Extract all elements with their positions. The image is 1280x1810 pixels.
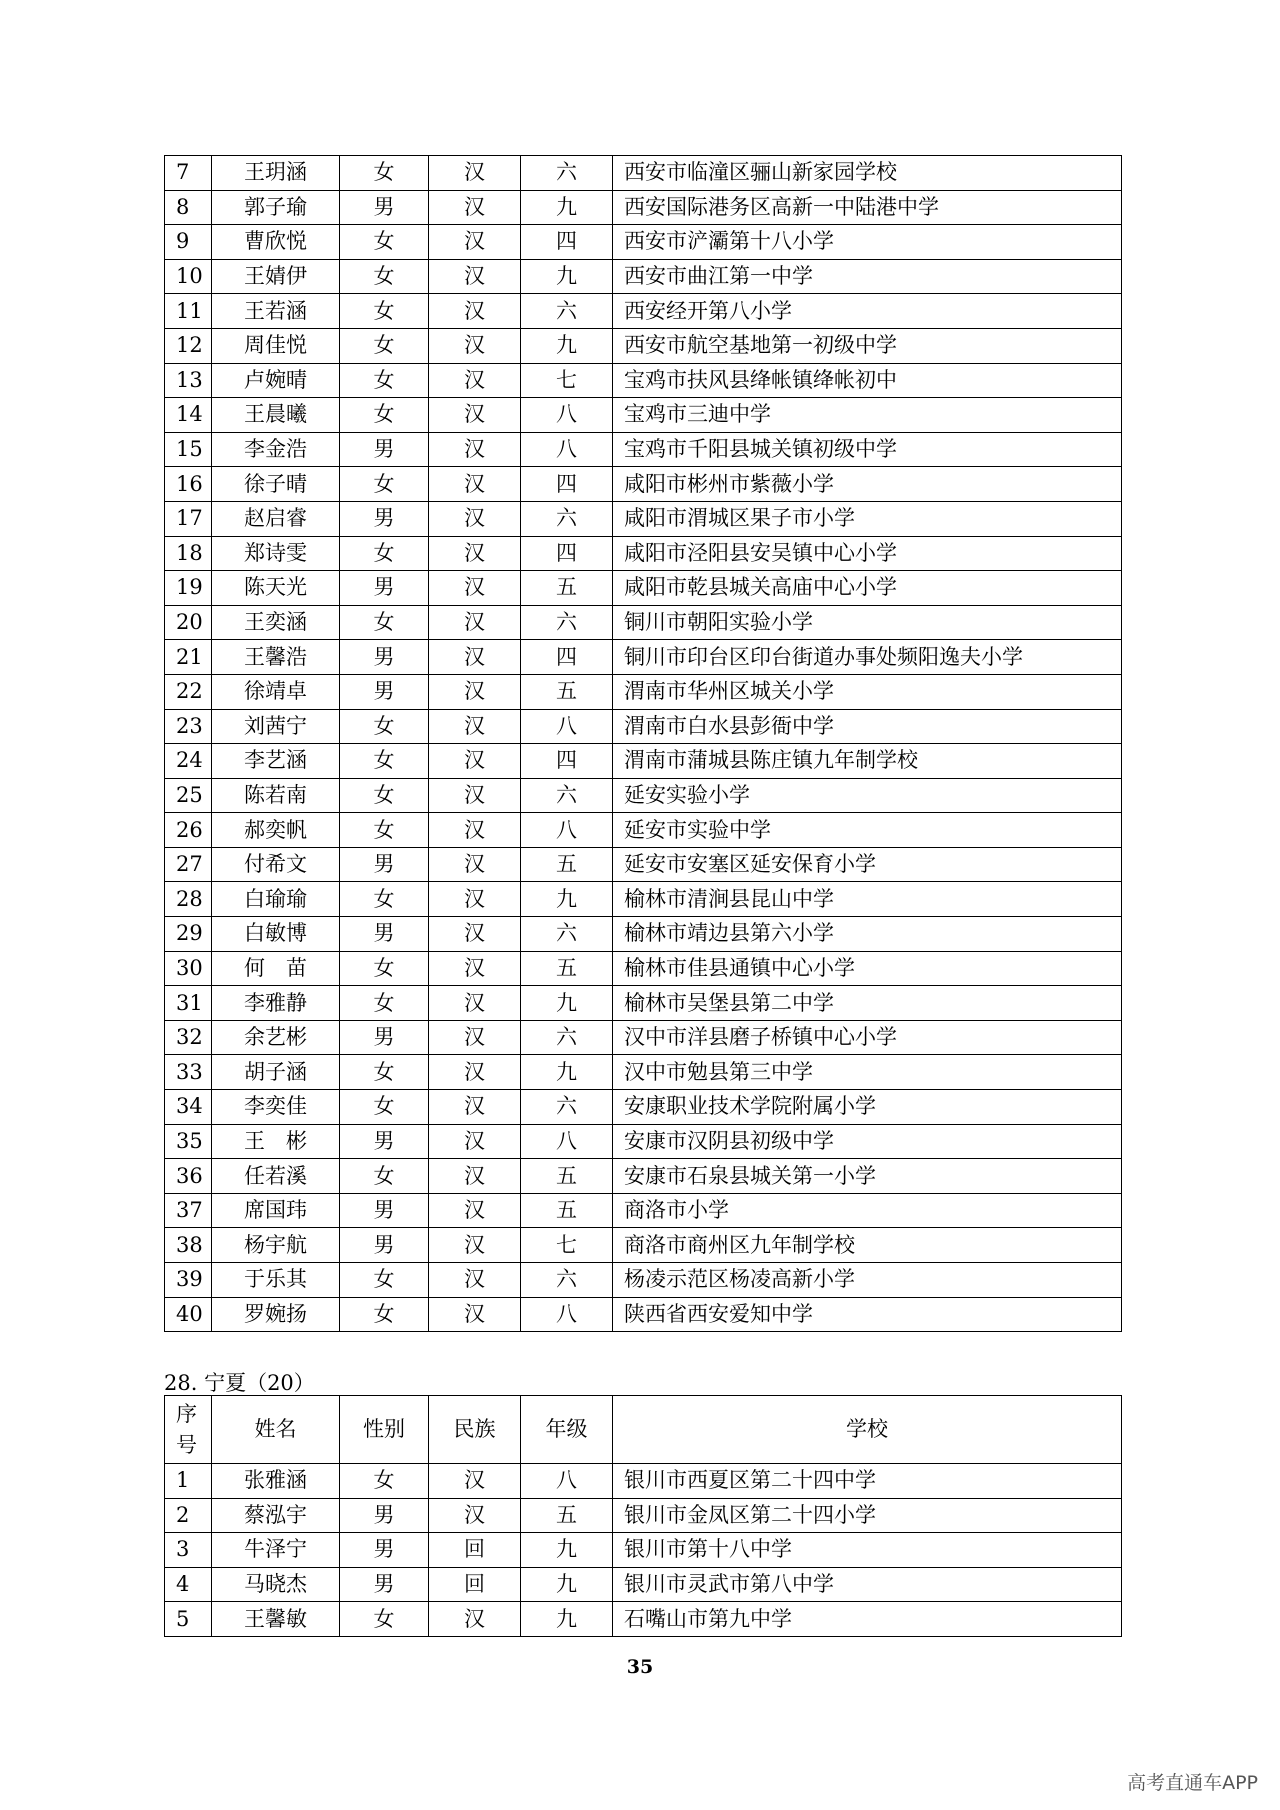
cell-sex: 女 <box>340 259 429 294</box>
cell-name: 李奕佳 <box>212 1090 340 1125</box>
cell-sex: 男 <box>340 1124 429 1159</box>
cell-ethnicity: 汉 <box>429 294 521 329</box>
cell-ethnicity: 汉 <box>429 156 521 191</box>
cell-ethnicity: 汉 <box>429 1297 521 1332</box>
cell-sex: 女 <box>340 156 429 191</box>
table-row <box>165 882 1122 917</box>
table-row <box>165 1533 1122 1568</box>
cell-name: 何 苗 <box>212 951 340 986</box>
cell-grade: 八 <box>521 1464 613 1499</box>
cell-ethnicity: 汉 <box>429 1055 521 1090</box>
cell-ethnicity: 回 <box>429 1567 521 1602</box>
table-row <box>165 363 1122 398</box>
cell-name: 王馨浩 <box>212 640 340 675</box>
cell-no: 23 <box>165 709 212 744</box>
table-row <box>165 778 1122 813</box>
cell-grade: 六 <box>521 917 613 952</box>
cell-no: 24 <box>165 744 212 779</box>
cell-no: 13 <box>165 363 212 398</box>
cell-sex: 女 <box>340 294 429 329</box>
cell-grade: 五 <box>521 951 613 986</box>
cell-grade: 五 <box>521 847 613 882</box>
cell-ethnicity: 汉 <box>429 882 521 917</box>
cell-no: 33 <box>165 1055 212 1090</box>
cell-school: 延安市实验中学 <box>613 813 1122 848</box>
table-row <box>165 1159 1122 1194</box>
cell-sex: 女 <box>340 986 429 1021</box>
cell-no: 17 <box>165 501 212 536</box>
cell-sex: 女 <box>340 1263 429 1298</box>
cell-ethnicity: 汉 <box>429 605 521 640</box>
cell-name: 陈若南 <box>212 778 340 813</box>
cell-grade: 六 <box>521 1020 613 1055</box>
cell-sex: 女 <box>340 882 429 917</box>
cell-school: 榆林市清涧县昆山中学 <box>613 882 1122 917</box>
cell-grade: 八 <box>521 709 613 744</box>
table-row <box>165 744 1122 779</box>
cell-ethnicity: 汉 <box>429 1464 521 1499</box>
cell-no: 19 <box>165 571 212 606</box>
cell-no: 36 <box>165 1159 212 1194</box>
cell-school: 银川市灵武市第八中学 <box>613 1567 1122 1602</box>
cell-no: 16 <box>165 467 212 502</box>
cell-grade: 八 <box>521 1124 613 1159</box>
cell-no: 39 <box>165 1263 212 1298</box>
cell-name: 王若涵 <box>212 294 340 329</box>
cell-sex: 女 <box>340 951 429 986</box>
table-row <box>165 1124 1122 1159</box>
cell-school: 铜川市朝阳实验小学 <box>613 605 1122 640</box>
cell-ethnicity: 汉 <box>429 744 521 779</box>
cell-school: 宝鸡市千阳县城关镇初级中学 <box>613 432 1122 467</box>
cell-no: 18 <box>165 536 212 571</box>
cell-name: 卢婉晴 <box>212 363 340 398</box>
cell-ethnicity: 汉 <box>429 225 521 260</box>
cell-no: 20 <box>165 605 212 640</box>
cell-no: 14 <box>165 398 212 433</box>
cell-name: 席国玮 <box>212 1193 340 1228</box>
cell-grade: 六 <box>521 501 613 536</box>
cell-grade: 八 <box>521 1297 613 1332</box>
section-title-ningxia: 28. 宁夏（20） <box>164 1371 315 1395</box>
cell-school: 汉中市洋县磨子桥镇中心小学 <box>613 1020 1122 1055</box>
cell-ethnicity: 汉 <box>429 1263 521 1298</box>
cell-no: 4 <box>165 1567 212 1602</box>
cell-school: 宝鸡市三迪中学 <box>613 398 1122 433</box>
student-table-ningxia <box>164 1395 1122 1637</box>
table-row <box>165 1055 1122 1090</box>
table-row <box>165 1228 1122 1263</box>
cell-sex: 男 <box>340 1228 429 1263</box>
cell-ethnicity: 汉 <box>429 1193 521 1228</box>
cell-ethnicity: 汉 <box>429 1602 521 1637</box>
cell-name: 郝奕帆 <box>212 813 340 848</box>
cell-sex: 女 <box>340 1159 429 1194</box>
cell-grade: 四 <box>521 536 613 571</box>
cell-no: 26 <box>165 813 212 848</box>
cell-sex: 女 <box>340 744 429 779</box>
cell-school: 榆林市佳县通镇中心小学 <box>613 951 1122 986</box>
cell-sex: 女 <box>340 605 429 640</box>
cell-no: 7 <box>165 156 212 191</box>
cell-ethnicity: 汉 <box>429 571 521 606</box>
cell-sex: 女 <box>340 1464 429 1499</box>
cell-ethnicity: 汉 <box>429 951 521 986</box>
table-row <box>165 467 1122 502</box>
cell-name: 陈天光 <box>212 571 340 606</box>
cell-name: 周佳悦 <box>212 328 340 363</box>
cell-no: 25 <box>165 778 212 813</box>
cell-name: 李艺涵 <box>212 744 340 779</box>
cell-school: 榆林市靖边县第六小学 <box>613 917 1122 952</box>
cell-name: 李雅静 <box>212 986 340 1021</box>
cell-name: 曹欣悦 <box>212 225 340 260</box>
cell-no: 28 <box>165 882 212 917</box>
cell-name: 徐子晴 <box>212 467 340 502</box>
cell-name: 李金浩 <box>212 432 340 467</box>
student-table-shaanxi <box>164 155 1122 1332</box>
cell-ethnicity: 回 <box>429 1533 521 1568</box>
cell-sex: 男 <box>340 674 429 709</box>
cell-ethnicity: 汉 <box>429 432 521 467</box>
cell-ethnicity: 汉 <box>429 398 521 433</box>
table-body <box>165 1464 1122 1637</box>
cell-ethnicity: 汉 <box>429 917 521 952</box>
cell-no: 31 <box>165 986 212 1021</box>
cell-grade: 五 <box>521 571 613 606</box>
table-row <box>165 605 1122 640</box>
cell-no: 5 <box>165 1602 212 1637</box>
cell-ethnicity: 汉 <box>429 1498 521 1533</box>
cell-grade: 七 <box>521 363 613 398</box>
cell-grade: 四 <box>521 467 613 502</box>
cell-ethnicity: 汉 <box>429 467 521 502</box>
cell-grade: 五 <box>521 1498 613 1533</box>
cell-ethnicity: 汉 <box>429 536 521 571</box>
cell-no: 10 <box>165 259 212 294</box>
cell-sex: 女 <box>340 328 429 363</box>
cell-no: 34 <box>165 1090 212 1125</box>
cell-no: 9 <box>165 225 212 260</box>
cell-grade: 八 <box>521 432 613 467</box>
cell-sex: 男 <box>340 1498 429 1533</box>
cell-grade: 五 <box>521 1193 613 1228</box>
table-body <box>165 156 1122 1332</box>
table-row <box>165 225 1122 260</box>
cell-sex: 女 <box>340 709 429 744</box>
cell-sex: 女 <box>340 1297 429 1332</box>
header-name: 姓名 <box>212 1396 340 1464</box>
cell-ethnicity: 汉 <box>429 709 521 744</box>
cell-school: 榆林市吴堡县第二中学 <box>613 986 1122 1021</box>
cell-name: 张雅涵 <box>212 1464 340 1499</box>
cell-grade: 九 <box>521 1602 613 1637</box>
cell-sex: 男 <box>340 432 429 467</box>
cell-grade: 四 <box>521 640 613 675</box>
cell-school: 咸阳市乾县城关高庙中心小学 <box>613 571 1122 606</box>
cell-name: 赵启睿 <box>212 501 340 536</box>
cell-sex: 男 <box>340 640 429 675</box>
cell-sex: 女 <box>340 536 429 571</box>
cell-grade: 九 <box>521 882 613 917</box>
cell-ethnicity: 汉 <box>429 328 521 363</box>
cell-grade: 七 <box>521 1228 613 1263</box>
cell-sex: 女 <box>340 1602 429 1637</box>
cell-name: 白瑜瑜 <box>212 882 340 917</box>
cell-sex: 男 <box>340 917 429 952</box>
cell-sex: 男 <box>340 571 429 606</box>
cell-name: 王 彬 <box>212 1124 340 1159</box>
cell-sex: 女 <box>340 778 429 813</box>
table-row <box>165 674 1122 709</box>
cell-school: 西安市航空基地第一初级中学 <box>613 328 1122 363</box>
cell-no: 35 <box>165 1124 212 1159</box>
cell-name: 刘茜宁 <box>212 709 340 744</box>
table-row <box>165 536 1122 571</box>
cell-grade: 五 <box>521 1159 613 1194</box>
cell-school: 渭南市白水县彭衙中学 <box>613 709 1122 744</box>
cell-school: 安康职业技术学院附属小学 <box>613 1090 1122 1125</box>
watermark: 高考直通车APP <box>1127 1772 1258 1794</box>
cell-sex: 男 <box>340 847 429 882</box>
cell-name: 王奕涵 <box>212 605 340 640</box>
cell-ethnicity: 汉 <box>429 813 521 848</box>
table-row <box>165 1602 1122 1637</box>
cell-ethnicity: 汉 <box>429 778 521 813</box>
cell-name: 牛泽宁 <box>212 1533 340 1568</box>
cell-school: 商洛市商州区九年制学校 <box>613 1228 1122 1263</box>
cell-grade: 八 <box>521 813 613 848</box>
cell-school: 银川市金凤区第二十四小学 <box>613 1498 1122 1533</box>
cell-name: 郑诗雯 <box>212 536 340 571</box>
cell-name: 白敏博 <box>212 917 340 952</box>
cell-no: 29 <box>165 917 212 952</box>
table-row <box>165 1297 1122 1332</box>
cell-grade: 九 <box>521 190 613 225</box>
cell-school: 石嘴山市第九中学 <box>613 1602 1122 1637</box>
cell-no: 22 <box>165 674 212 709</box>
cell-no: 12 <box>165 328 212 363</box>
cell-name: 任若溪 <box>212 1159 340 1194</box>
cell-school: 宝鸡市扶风县绛帐镇绛帐初中 <box>613 363 1122 398</box>
cell-ethnicity: 汉 <box>429 190 521 225</box>
cell-no: 38 <box>165 1228 212 1263</box>
table-row <box>165 1567 1122 1602</box>
table-row <box>165 190 1122 225</box>
table-row <box>165 501 1122 536</box>
cell-ethnicity: 汉 <box>429 259 521 294</box>
table-row <box>165 294 1122 329</box>
table-row <box>165 1464 1122 1499</box>
cell-no: 30 <box>165 951 212 986</box>
cell-name: 王玥涵 <box>212 156 340 191</box>
cell-name: 杨宇航 <box>212 1228 340 1263</box>
cell-ethnicity: 汉 <box>429 1124 521 1159</box>
cell-no: 2 <box>165 1498 212 1533</box>
cell-sex: 男 <box>340 501 429 536</box>
cell-grade: 四 <box>521 744 613 779</box>
cell-no: 3 <box>165 1533 212 1568</box>
cell-ethnicity: 汉 <box>429 1090 521 1125</box>
cell-no: 32 <box>165 1020 212 1055</box>
cell-name: 胡子涵 <box>212 1055 340 1090</box>
cell-school: 渭南市蒲城县陈庄镇九年制学校 <box>613 744 1122 779</box>
cell-school: 西安市曲江第一中学 <box>613 259 1122 294</box>
cell-school: 银川市西夏区第二十四中学 <box>613 1464 1122 1499</box>
header-school: 学校 <box>613 1396 1122 1464</box>
table-row <box>165 709 1122 744</box>
cell-sex: 男 <box>340 1567 429 1602</box>
cell-ethnicity: 汉 <box>429 363 521 398</box>
cell-name: 罗婉扬 <box>212 1297 340 1332</box>
cell-school: 咸阳市彬州市紫薇小学 <box>613 467 1122 502</box>
cell-school: 铜川市印台区印台街道办事处频阳逸夫小学 <box>613 640 1122 675</box>
table-header-row <box>165 1396 1122 1464</box>
page-number: 35 <box>626 1656 654 1678</box>
cell-grade: 八 <box>521 398 613 433</box>
cell-school: 咸阳市泾阳县安吴镇中心小学 <box>613 536 1122 571</box>
cell-sex: 女 <box>340 363 429 398</box>
table-row <box>165 1020 1122 1055</box>
table-row <box>165 917 1122 952</box>
cell-name: 王婧伊 <box>212 259 340 294</box>
cell-name: 余艺彬 <box>212 1020 340 1055</box>
cell-sex: 女 <box>340 1090 429 1125</box>
cell-ethnicity: 汉 <box>429 986 521 1021</box>
cell-school: 延安市安塞区延安保育小学 <box>613 847 1122 882</box>
cell-school: 安康市石泉县城关第一小学 <box>613 1159 1122 1194</box>
cell-name: 马晓杰 <box>212 1567 340 1602</box>
cell-name: 徐靖卓 <box>212 674 340 709</box>
cell-no: 8 <box>165 190 212 225</box>
table-row <box>165 1498 1122 1533</box>
table-row <box>165 571 1122 606</box>
cell-ethnicity: 汉 <box>429 1159 521 1194</box>
cell-name: 于乐其 <box>212 1263 340 1298</box>
cell-school: 西安国际港务区高新一中陆港中学 <box>613 190 1122 225</box>
cell-grade: 六 <box>521 1090 613 1125</box>
cell-school: 银川市第十八中学 <box>613 1533 1122 1568</box>
cell-grade: 六 <box>521 605 613 640</box>
cell-school: 西安市浐灞第十八小学 <box>613 225 1122 260</box>
cell-school: 陕西省西安爱知中学 <box>613 1297 1122 1332</box>
table-row <box>165 1193 1122 1228</box>
cell-ethnicity: 汉 <box>429 501 521 536</box>
cell-ethnicity: 汉 <box>429 1228 521 1263</box>
cell-school: 延安实验小学 <box>613 778 1122 813</box>
table-row <box>165 259 1122 294</box>
cell-grade: 五 <box>521 674 613 709</box>
cell-grade: 九 <box>521 259 613 294</box>
cell-sex: 男 <box>340 1533 429 1568</box>
cell-sex: 男 <box>340 1020 429 1055</box>
cell-name: 王馨敏 <box>212 1602 340 1637</box>
cell-no: 27 <box>165 847 212 882</box>
cell-school: 西安市临潼区骊山新家园学校 <box>613 156 1122 191</box>
cell-grade: 九 <box>521 1055 613 1090</box>
cell-grade: 六 <box>521 294 613 329</box>
cell-no: 11 <box>165 294 212 329</box>
table-row <box>165 813 1122 848</box>
cell-sex: 男 <box>340 190 429 225</box>
cell-sex: 女 <box>340 398 429 433</box>
cell-sex: 女 <box>340 1055 429 1090</box>
cell-ethnicity: 汉 <box>429 847 521 882</box>
cell-grade: 九 <box>521 328 613 363</box>
cell-no: 37 <box>165 1193 212 1228</box>
table-row <box>165 1090 1122 1125</box>
header-no: 序号 <box>165 1396 212 1464</box>
header-sex: 性别 <box>340 1396 429 1464</box>
cell-sex: 女 <box>340 467 429 502</box>
cell-school: 汉中市勉县第三中学 <box>613 1055 1122 1090</box>
cell-name: 付希文 <box>212 847 340 882</box>
table-row <box>165 847 1122 882</box>
header-grade: 年级 <box>521 1396 613 1464</box>
table-row <box>165 398 1122 433</box>
table-row <box>165 951 1122 986</box>
cell-no: 1 <box>165 1464 212 1499</box>
cell-ethnicity: 汉 <box>429 1020 521 1055</box>
cell-sex: 男 <box>340 1193 429 1228</box>
cell-no: 21 <box>165 640 212 675</box>
cell-school: 西安经开第八小学 <box>613 294 1122 329</box>
cell-sex: 女 <box>340 813 429 848</box>
cell-grade: 六 <box>521 778 613 813</box>
header-ethnicity: 民族 <box>429 1396 521 1464</box>
cell-school: 咸阳市渭城区果子市小学 <box>613 501 1122 536</box>
cell-no: 40 <box>165 1297 212 1332</box>
cell-ethnicity: 汉 <box>429 674 521 709</box>
table-row <box>165 1263 1122 1298</box>
cell-name: 蔡泓宇 <box>212 1498 340 1533</box>
cell-school: 杨凌示范区杨凌高新小学 <box>613 1263 1122 1298</box>
cell-school: 商洛市小学 <box>613 1193 1122 1228</box>
cell-name: 郭子瑜 <box>212 190 340 225</box>
cell-name: 王晨曦 <box>212 398 340 433</box>
cell-grade: 九 <box>521 986 613 1021</box>
cell-grade: 九 <box>521 1533 613 1568</box>
cell-sex: 女 <box>340 225 429 260</box>
cell-no: 15 <box>165 432 212 467</box>
table-row <box>165 640 1122 675</box>
table-row <box>165 986 1122 1021</box>
cell-grade: 六 <box>521 156 613 191</box>
table-row <box>165 432 1122 467</box>
cell-grade: 六 <box>521 1263 613 1298</box>
cell-grade: 四 <box>521 225 613 260</box>
cell-grade: 九 <box>521 1567 613 1602</box>
table-row <box>165 328 1122 363</box>
cell-school: 渭南市华州区城关小学 <box>613 674 1122 709</box>
table-row <box>165 156 1122 191</box>
cell-school: 安康市汉阴县初级中学 <box>613 1124 1122 1159</box>
cell-ethnicity: 汉 <box>429 640 521 675</box>
